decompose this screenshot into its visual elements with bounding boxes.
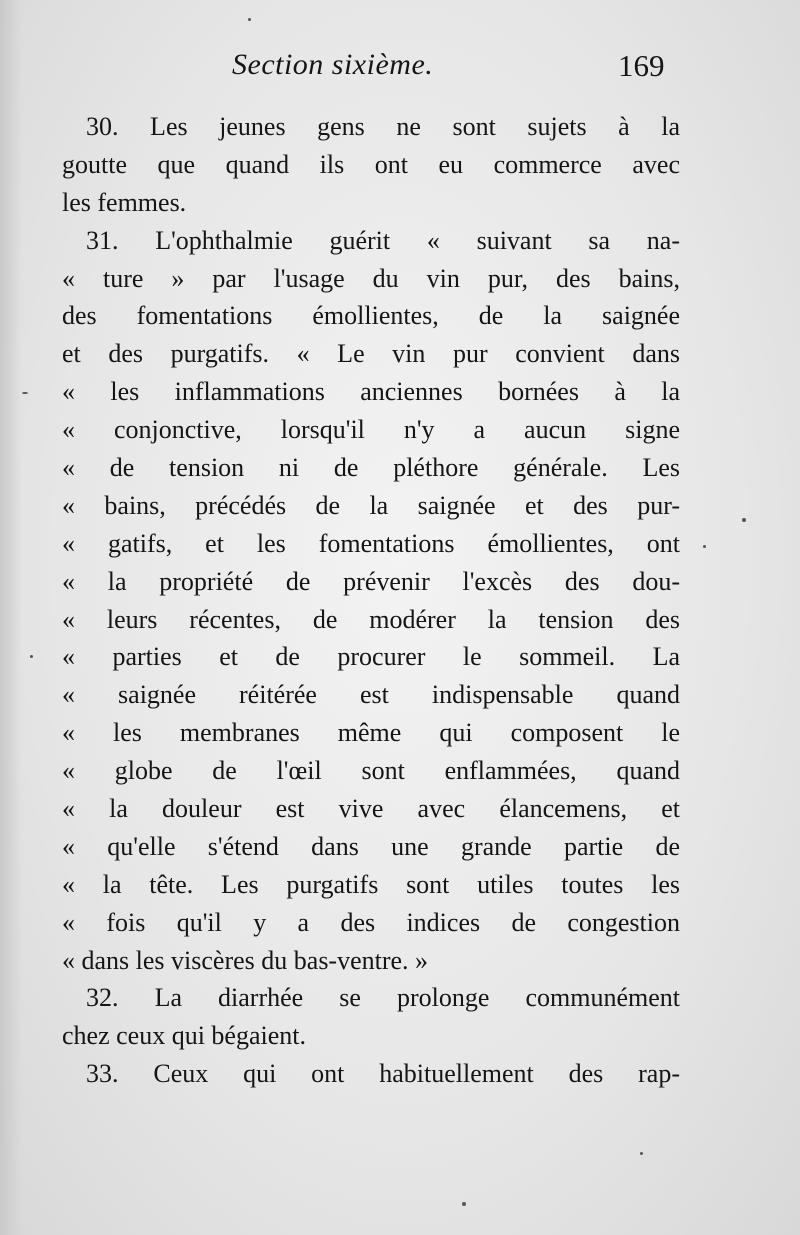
text-line: des fomentations émollientes, de la saignée — [62, 301, 680, 331]
text-line: « dans les viscères du bas-ventre. » — [62, 945, 429, 975]
text-line: « fois qu'il y a des indices de congestion — [62, 907, 680, 937]
text-line: « globe de l'œil sont enflammées, quand — [62, 756, 680, 786]
text-line: « les membranes même qui composent le — [62, 718, 680, 748]
text-line: goutte que quand ils ont eu commerce avec — [62, 149, 680, 179]
text-line: 30. Les jeunes gens ne sont sujets à la — [86, 112, 680, 141]
text-line: chez ceux qui bégaient. — [62, 1021, 306, 1051]
page-header — [0, 48, 800, 92]
text-line: « qu'elle s'étend dans une grande partie de — [62, 831, 680, 861]
text-line: « conjonctive, lorsqu'il n'y a aucun signe — [62, 415, 680, 445]
text-line: 33. Ceux qui ont habituellement des rap- — [86, 1059, 680, 1089]
text-line: « leurs récentes, de modérer la tension des — [62, 604, 680, 634]
text-line: 31. L'ophthalmie guérit « suivant sa na- — [86, 225, 680, 255]
text-line: « saignée réitérée est indispensable quand — [62, 680, 680, 710]
text-line: « la propriété de prévenir l'excès des dou- — [62, 566, 680, 596]
text-line: « ture » par l'usage du vin pur, des bains, — [62, 263, 680, 293]
text-line: « la douleur est vive avec élancemens, et — [62, 794, 680, 824]
page-number: 169 — [618, 48, 665, 83]
running-title: Section sixième. — [232, 48, 434, 81]
text-line: « de tension ni de pléthore générale. Les — [62, 453, 680, 483]
text-line: « parties et de procurer le sommeil. La — [62, 642, 680, 672]
page-edge-shadow — [0, 0, 22, 1235]
text-line: « les inflammations anciennes bornées à la — [62, 377, 680, 407]
text-line: « bains, précédés de la saignée et des pur- — [62, 490, 680, 520]
body-text — [62, 108, 680, 1093]
text-line: les femmes. — [62, 187, 187, 217]
text-line: 32. La diarrhée se prolonge communément — [86, 983, 680, 1013]
text-line: « la tête. Les purgatifs sont utiles toutes les — [62, 869, 680, 899]
text-line: « gatifs, et les fomentations émollientes, ont — [62, 528, 680, 558]
text-line: et des purgatifs. « Le vin pur convient dans — [62, 339, 680, 369]
